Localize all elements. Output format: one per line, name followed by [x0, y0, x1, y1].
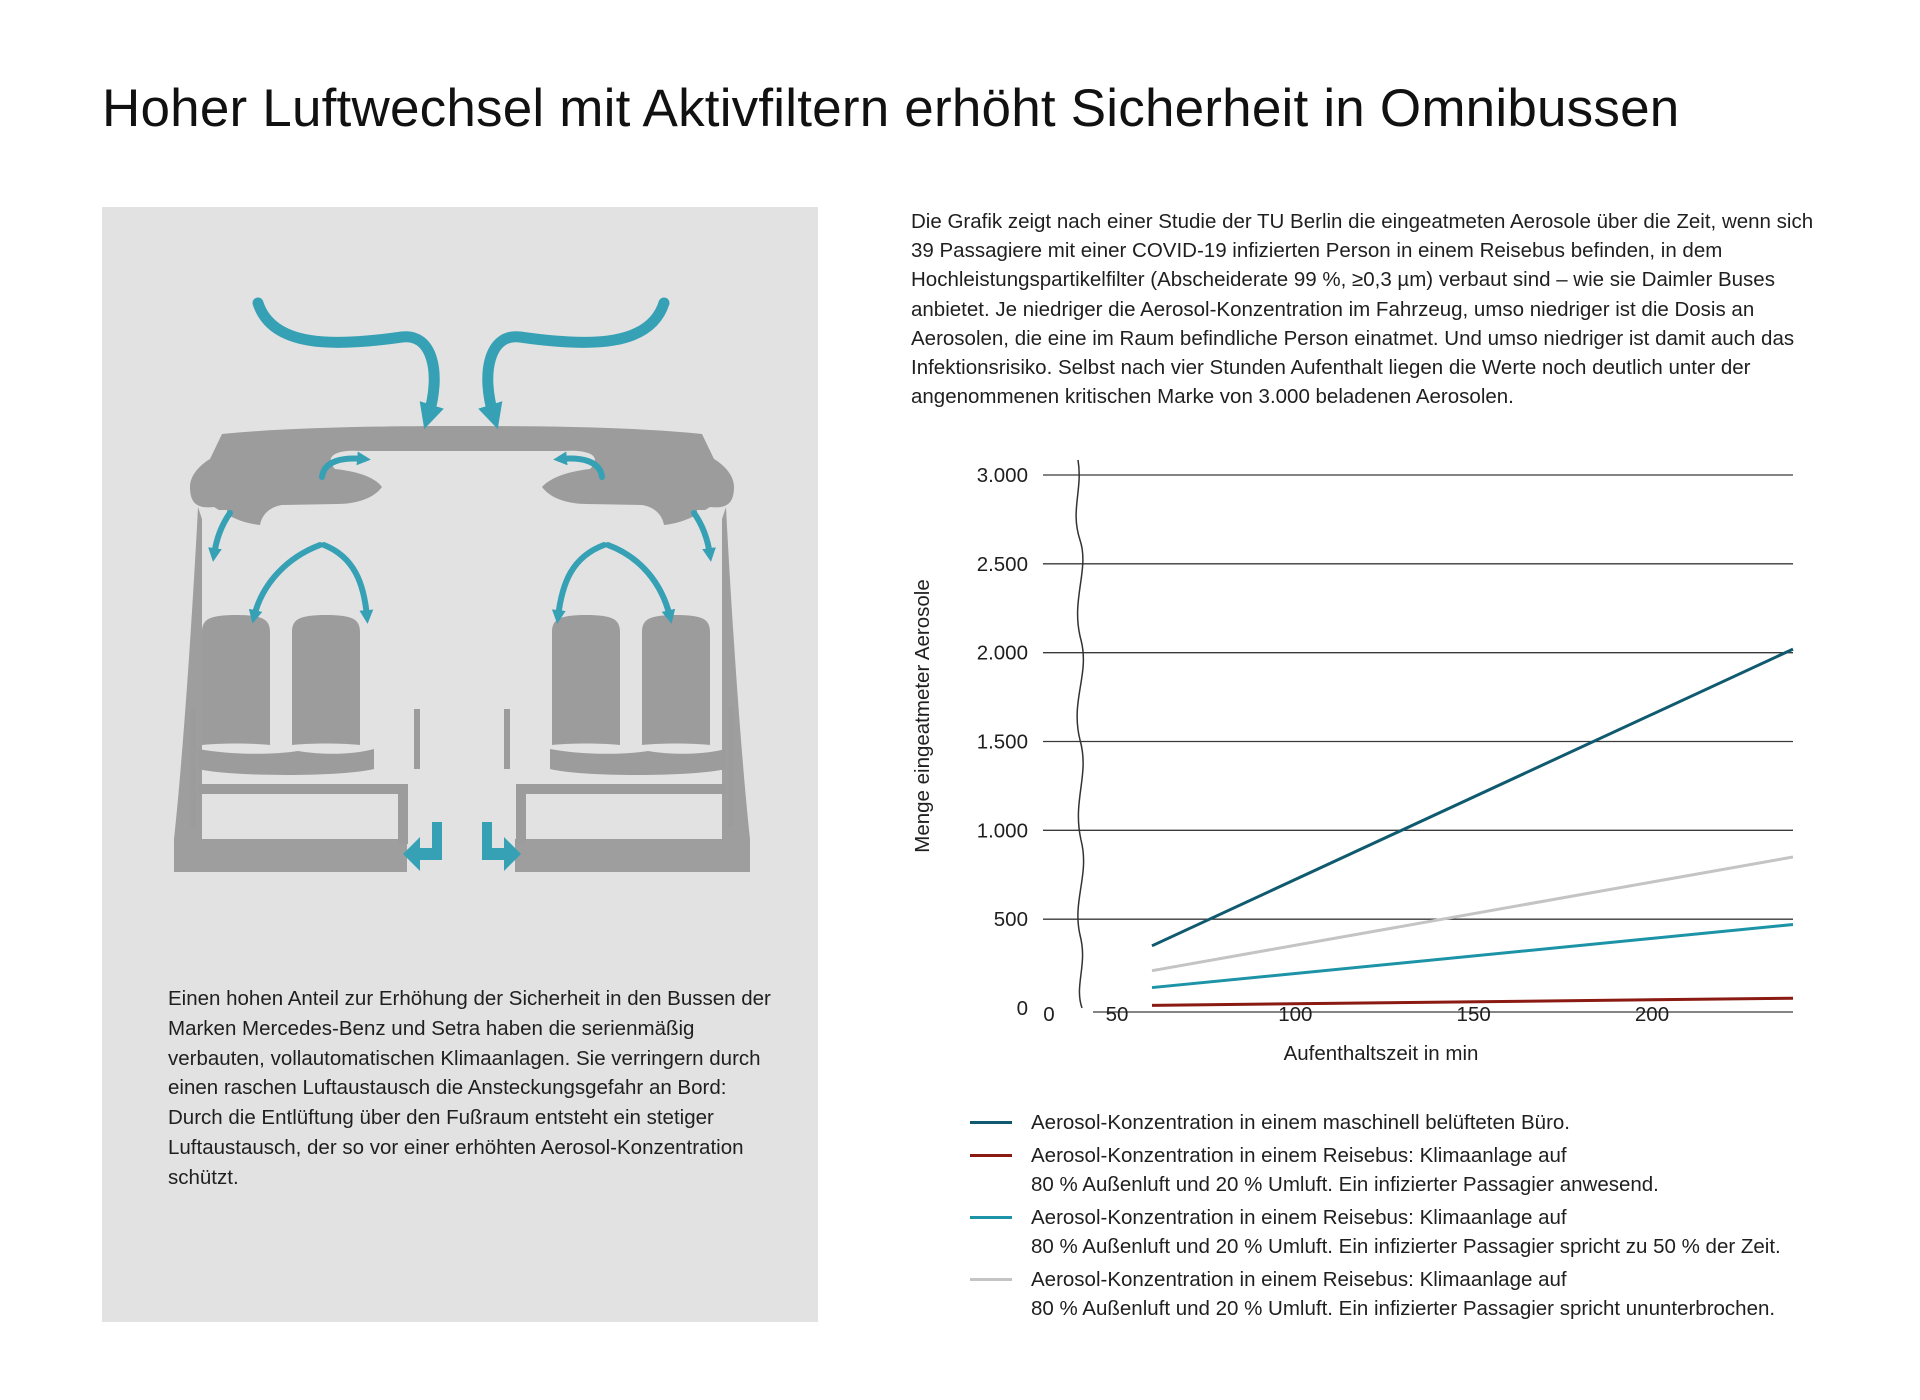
y-axis-label: Menge eingeatmeter Aerosole: [911, 579, 934, 853]
chart-legend: [970, 1108, 1870, 1327]
chart-series: [1152, 649, 1793, 1005]
series-line: [1152, 857, 1793, 971]
y-tick-label: 3.000: [976, 464, 1028, 487]
series-line: [1152, 649, 1793, 946]
legend-item: [970, 1203, 1870, 1262]
legend-label: Aerosol-Konzentration in einem maschinell belüfteten Büro.: [1031, 1111, 1570, 1134]
legend-item: [970, 1141, 1870, 1200]
x-tick-label: 150: [1456, 1003, 1491, 1026]
chart-intro-text: Die Grafik zeigt nach einer Studie der TU Berlin die eingeatmeten Aerosole über die Zeit, wenn sich 39 Passagiere mit einer COVID-19 infizierten Person in einem Reisebus befinden, in dem Hochleistungspartikelfilter (Abscheiderate 99 %, ≥0,3 µm) verbaut sind – wie sie Daimler Buses anbietet. Je niedriger die Aerosol-Konzentration im Fahrzeug, umso niedriger ist die Dosis an Aerosolen, die eine im Raum befindliche Person einatmet. Und umso niedriger ist damit auch das Infektionsrisiko. Selbst nach vier Stunden Aufenthalt liegen die Werte noch deutlich unter der angenommenen kritischen Marke von 3.000 beladenen Aerosolen.: [911, 210, 1814, 409]
x-axis-label: Aufenthaltszeit in min: [1283, 1042, 1479, 1065]
legend-label: Aerosol-Konzentration in einem Reisebus: Klimaanlage auf 80 % Außenluft und 20 % Umluft. Ein infizierter Passagier spricht zu 50 % der Zeit.: [1031, 1205, 1781, 1258]
legend-item: [970, 1108, 1870, 1138]
x-tick-labels: [1043, 1003, 1669, 1026]
y-tick-label: 2.500: [976, 552, 1028, 576]
legend-label: Aerosol-Konzentration in einem Reisebus: Klimaanlage auf 80 % Außenluft und 20 % Umluft. Ein infizierter Passagier spricht ununterbrochen.: [1031, 1267, 1776, 1320]
y-tick-labels: [977, 464, 1028, 1020]
y-tick-label: 500: [993, 908, 1028, 932]
page-title: Hoher Luftwechsel mit Aktivfiltern erhöht Sicherheit in Omnibussen: [102, 79, 1680, 138]
legend-swatch: [970, 1154, 1012, 1157]
legend-label: Aerosol-Konzentration in einem Reisebus: Klimaanlage auf 80 % Außenluft und 20 % Umluft. Ein infizierter Passagier anwesend.: [1031, 1143, 1659, 1196]
legend-swatch: [970, 1216, 1012, 1219]
legend-swatch: [970, 1121, 1012, 1124]
x-tick-label: 50: [1105, 1003, 1129, 1026]
legend-item: [970, 1265, 1870, 1324]
x-tick-label: 0: [1043, 1003, 1055, 1026]
y-tick-label: 1.500: [976, 730, 1028, 754]
y-tick-label: 2.000: [976, 641, 1028, 665]
panel-description: Einen hohen Anteil zur Erhöhung der Sicherheit in den Bussen der Marken Mercedes-Benz und Setra haben die serienmäßig verbauten, vollautomatischen Klimaanlagen. Sie verringern durch einen raschen Luftaustausch die Ansteckungsgefahr an Bord: Durch die Entlüftung über den Fußraum entsteht ein stetiger Luftaustausch, der so vor einer erhöhten Aerosol-Konzentration schützt.: [168, 987, 771, 1189]
x-tick-label: 200: [1634, 1003, 1670, 1026]
y-tick-label: 0: [1016, 997, 1028, 1020]
chart-gridlines: [1043, 475, 1793, 1012]
y-tick-label: 1.000: [976, 819, 1028, 843]
legend-swatch: [970, 1278, 1012, 1281]
series-line: [1152, 924, 1793, 987]
x-tick-label: 100: [1278, 1003, 1313, 1026]
axis-break-icon: [1076, 460, 1083, 1008]
